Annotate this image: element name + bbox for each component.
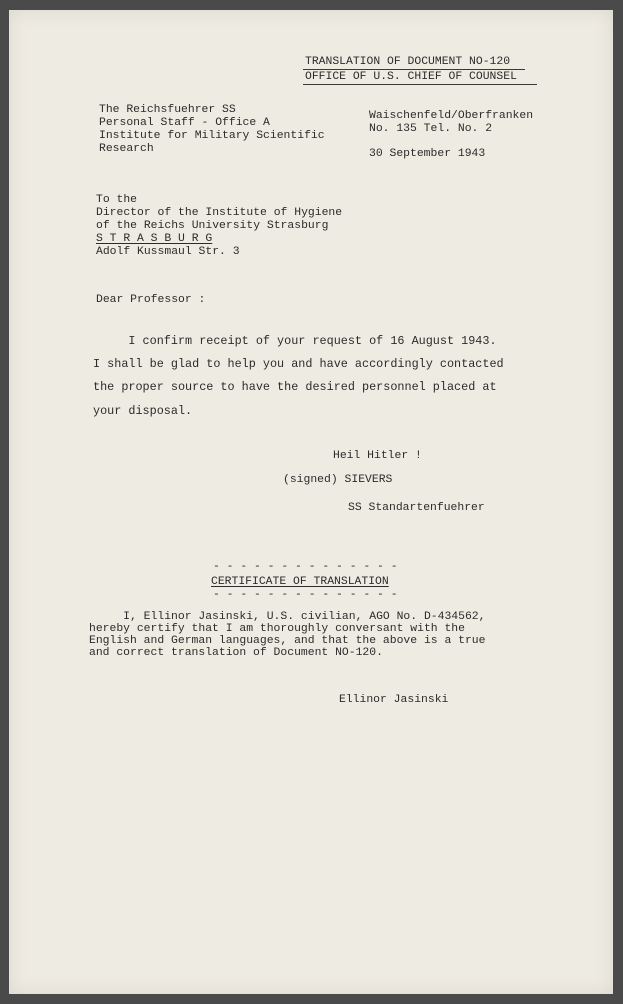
salutation: Dear Professor : [96,294,206,306]
closing: Heil Hitler ! [333,450,422,462]
recipient-city: S T R A S B U R G [96,233,213,245]
translator-signature: Ellinor Jasinski [339,694,449,706]
body-line4: your disposal. [93,404,193,418]
recipient-line1: To the [96,194,138,206]
sender-line2: Personal Staff - Office A [99,117,270,129]
place-line2: No. 135 Tel. No. 2 [369,123,493,135]
recipient-line3: of the Reichs University Strasburg [96,220,329,232]
header-underline-1 [303,69,525,70]
place-line1: Waischenfeld/Oberfranken [369,110,534,122]
certificate-dashes-bottom: - - - - - - - - - - - - - - [213,589,398,601]
certificate-line1: I, Ellinor Jasinski, U.S. civilian, AGO No. D-434562, [89,611,486,623]
letter-date: 30 September 1943 [369,148,486,160]
header-underline-2 [303,84,537,85]
body-line2: I shall be glad to help you and have accordingly contacted [93,357,504,371]
sender-line1: The Reichsfuehrer SS [99,104,236,116]
recipient-street: Adolf Kussmaul Str. 3 [96,246,240,258]
body-line3: the proper source to have the desired personnel placed at [93,380,497,394]
body-line1: I confirm receipt of your request of 16 August 1943. [93,334,497,348]
signer-rank: SS Standartenfuehrer [348,502,485,514]
document-page [9,10,613,994]
recipient-line2: Director of the Institute of Hygiene [96,207,343,219]
certificate-dashes-top: - - - - - - - - - - - - - - [213,561,398,573]
signed-name: (signed) SIEVERS [283,474,393,486]
certificate-line4: and correct translation of Document NO-120. [89,647,383,659]
sender-line4: Research [99,143,154,155]
certificate-line3: English and German languages, and that the above is a true [89,635,486,647]
sender-line3: Institute for Military Scientific [99,130,325,142]
certificate-title: CERTIFICATE OF TRANSLATION [211,576,389,588]
header-title-line2: OFFICE OF U.S. CHIEF OF COUNSEL [305,71,517,83]
header-title-line1: TRANSLATION OF DOCUMENT NO-120 [305,56,511,68]
certificate-line2: hereby certify that I am thoroughly conversant with the [89,623,465,635]
